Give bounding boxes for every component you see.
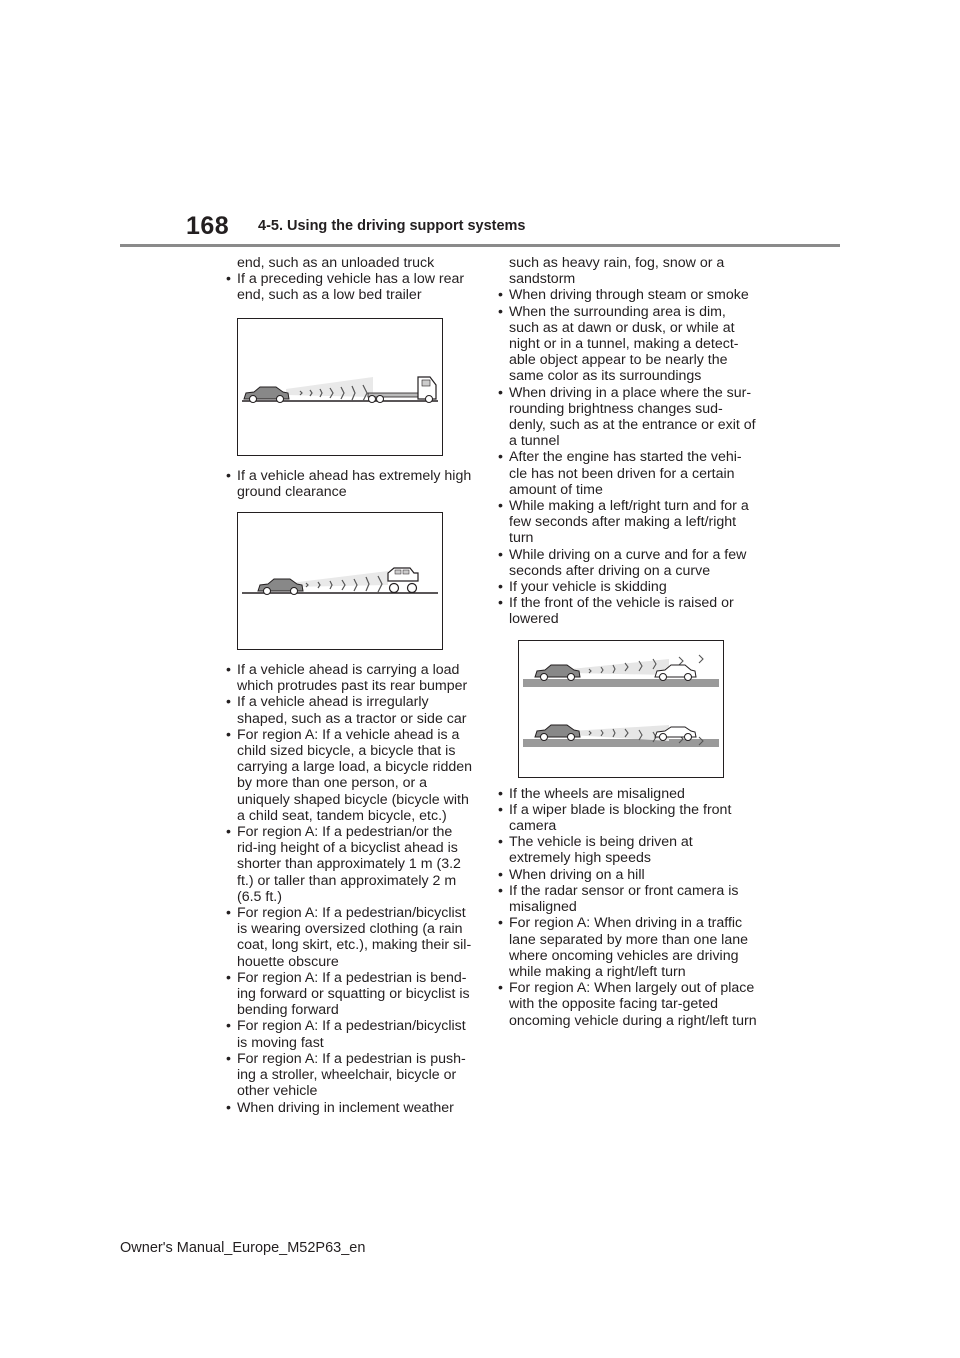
section-title: 4-5. Using the driving support systems [258, 218, 526, 234]
bullet-list [224, 468, 474, 500]
bullet-item: • When driving in a place where the sur-rounding brightness changes sud-denly, such as at the entrance or exit of a tunnel [496, 385, 758, 450]
bullet-item: • If the front of the vehicle is raised or lowered [496, 595, 758, 627]
right-column [496, 255, 758, 1029]
bullet-list [496, 786, 758, 1029]
continued-text: end, such as an unloaded truck [237, 255, 435, 271]
bullet-item: • For region A: If a pedestrian is push-ing a stroller, wheelchair, bicycle or other vehicle [224, 1051, 474, 1100]
bullet-list [224, 271, 474, 303]
header-divider [120, 244, 840, 247]
bullet-item: • If a vehicle ahead is irregularly shaped, such as a tractor or side car [224, 694, 474, 726]
bullet-item: • If the radar sensor or front camera is misaligned [496, 883, 758, 915]
illustration-raised-lowered [518, 640, 724, 778]
bullet-item: • If the wheels are misaligned [496, 786, 758, 802]
bullet-item: • When driving on a hill [496, 867, 758, 883]
bullet-item: • If a vehicle ahead has extremely high ground clearance [224, 468, 474, 500]
continued-text: such as heavy rain, fog, snow or a sandstorm [509, 255, 725, 288]
bullet-item: • If your vehicle is skidding [496, 579, 758, 595]
bullet-item: • For region A: When driving in a traffic lane separated by more than one lane where oncoming vehicles are driving while making a right/left turn [496, 915, 758, 980]
car-behind-low-trailer-truck-icon [238, 319, 442, 455]
bullet-item: • If a wiper blade is blocking the front camera [496, 802, 758, 834]
car-raised-and-lowered-vehicle-icon [519, 641, 723, 777]
illustration-low-bed-trailer [237, 318, 443, 456]
bullet-item: • When driving in inclement weather [224, 1100, 474, 1116]
bullet-list [224, 662, 474, 1116]
bullet-item: • For region A: When largely out of place with the opposite facing tar-geted oncoming vehicle during a right/left turn [496, 980, 758, 1029]
bullet-item: • The vehicle is being driven at extremely high speeds [496, 834, 758, 866]
bullet-item: • For region A: If a pedestrian is bend-ing forward or squatting or bicyclist is bending forward [224, 970, 474, 1019]
bullet-item: • When driving through steam or smoke [496, 287, 758, 303]
page-number: 168 [186, 212, 230, 240]
car-behind-high-clearance-vehicle-icon [238, 513, 442, 649]
illustration-high-clearance [237, 512, 443, 650]
left-column [224, 255, 474, 1116]
bullet-item: • While driving on a curve and for a few seconds after driving on a curve [496, 547, 758, 579]
bullet-list [496, 287, 758, 627]
bullet-item: • If a vehicle ahead is carrying a load which protrudes past its rear bumper [224, 662, 474, 694]
bullet-item: • When the surrounding area is dim, such as at dawn or dusk, or while at night or in a tunnel, making a detect-able object appear to be nearly the same color as its surroundings [496, 304, 758, 385]
bullet-item: • For region A: If a pedestrian/bicyclist is wearing oversized clothing (a rain coat, long skirt, etc.), making their sil-houette obscure [224, 905, 474, 970]
bullet-item: • For region A: If a vehicle ahead is a child sized bicycle, a bicycle that is carrying a large load, a bicycle ridden by more than one person, or a uniquely shaped bicycle (bicycle with a child seat, tandem bicycle, etc.) [224, 727, 474, 824]
bullet-item: • If a preceding vehicle has a low rear end, such as a low bed trailer [224, 271, 474, 303]
bullet-item: • After the engine has started the vehi-cle has not been driven for a certain amount of time [496, 449, 758, 498]
bullet-item: • For region A: If a pedestrian/bicyclist is moving fast [224, 1018, 474, 1050]
footer-document-id: Owner's Manual_Europe_M52P63_en [120, 1240, 366, 1256]
bullet-item: • For region A: If a pedestrian/or the rid-ing height of a bicyclist ahead is shorter than approximately 1 m (3.2 ft.) or taller than approximately 2 m (6.5 ft.) [224, 824, 474, 905]
bullet-item: • While making a left/right turn and for a few seconds after making a left/right turn [496, 498, 758, 547]
